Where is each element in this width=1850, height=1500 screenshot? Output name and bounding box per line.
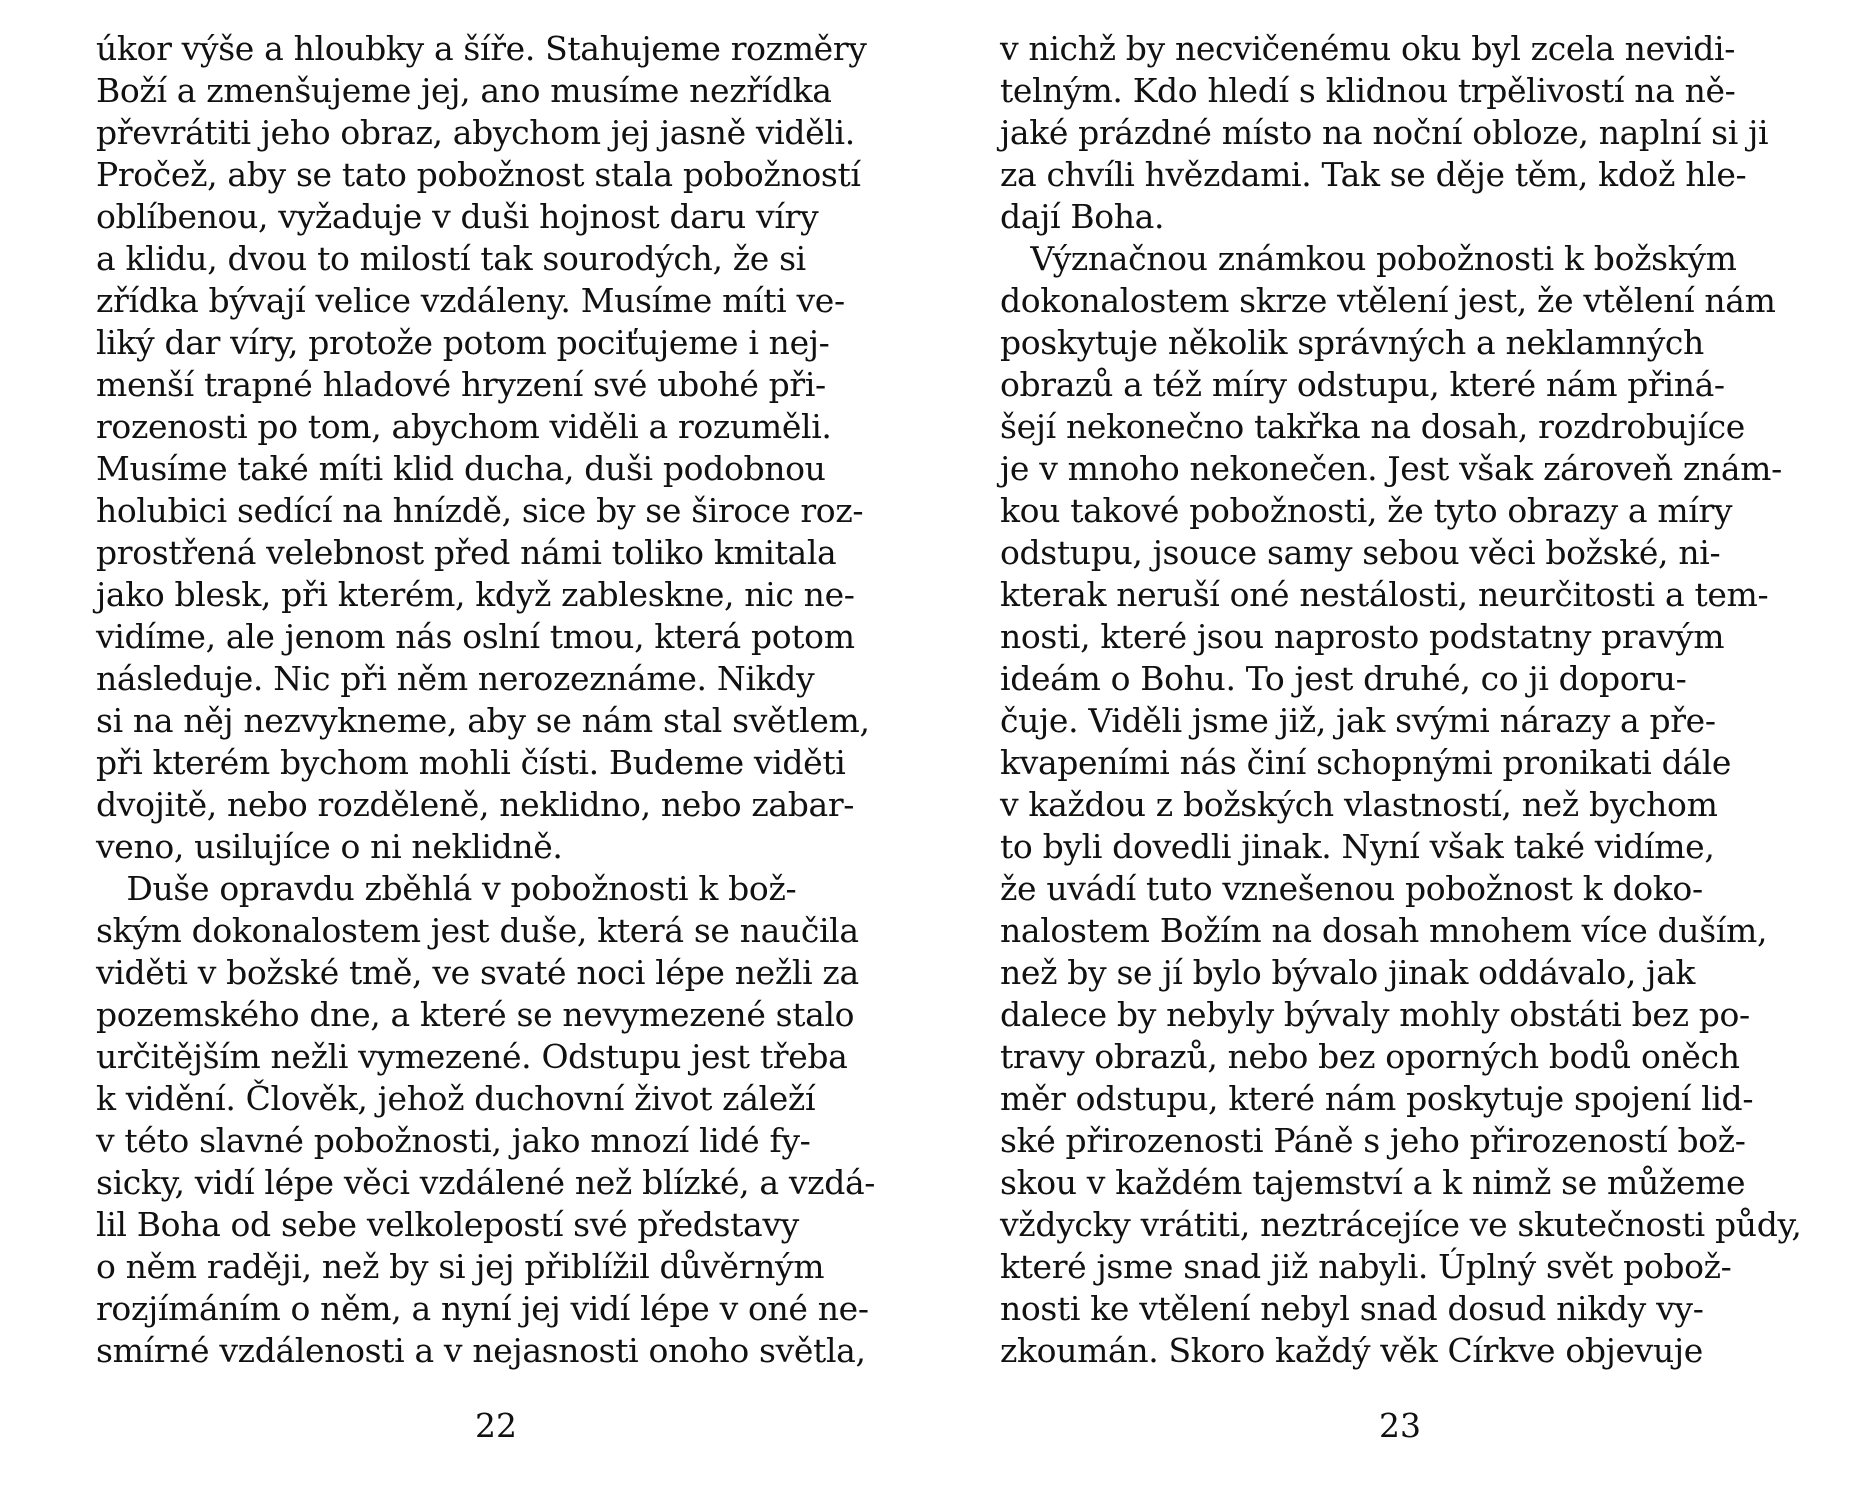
book-spine xyxy=(925,0,926,1500)
text-line: následuje. Nic při něm nerozeznáme. Nikdy xyxy=(96,659,815,698)
text-line: obrazů a též míry odstupu, které nám přiná- xyxy=(1000,365,1725,404)
text-line: veno, usilujíce o ni neklidně. xyxy=(96,827,563,866)
text-line: nosti ke vtělení nebyl snad dosud nikdy vy- xyxy=(1000,1289,1704,1328)
text-line: jako blesk, při kterém, když zableskne, nic ne- xyxy=(96,575,855,614)
text-line: telným. Kdo hledí s klidnou trpělivostí na ně- xyxy=(1000,71,1736,110)
text-line: nosti, které jsou naprosto podstatny pravým xyxy=(1000,617,1725,656)
text-line: je v mnoho nekonečen. Jest však zároveň znám- xyxy=(1000,449,1782,488)
text-line: viděti v božské tmě, ve svaté noci lépe nežli za xyxy=(96,953,859,992)
text-line: jaké prázdné místo na noční obloze, naplní si ji xyxy=(1000,113,1769,152)
text-line: že uvádí tuto vznešenou pobožnost k doko- xyxy=(1000,869,1703,908)
text-line: dokonalostem skrze vtělení jest, že vtělení nám xyxy=(1000,281,1776,320)
text-line: prostřená velebnost před námi toliko kmitala xyxy=(96,533,837,572)
text-line: v nichž by necvičenému oku byl zcela nevidi- xyxy=(1000,29,1736,68)
text-line: zkoumán. Skoro každý věk Církve objevuje xyxy=(1000,1331,1703,1370)
text-line: sicky, vidí lépe věci vzdálené než blízké, a vzdá- xyxy=(96,1163,876,1202)
text-line: určitějším nežli vymezené. Odstupu jest třeba xyxy=(96,1037,848,1076)
text-line: lil Boha od sebe velkolepostí své představy xyxy=(96,1205,799,1244)
text-line: kou takové pobožnosti, že tyto obrazy a míry xyxy=(1000,491,1733,530)
text-line: v této slavné pobožnosti, jako mnozí lidé fy- xyxy=(96,1121,811,1160)
text-line: které jsme snad již nabyli. Úplný svět pobož- xyxy=(1000,1247,1732,1286)
text-line: menší trapné hladové hryzení své ubohé při- xyxy=(96,365,826,404)
text-line: odstupu, jsouce samy sebou věci božské, ni- xyxy=(1000,533,1721,572)
text-line: si na něj nezvykneme, aby se nám stal světlem, xyxy=(96,701,870,740)
text-line: šejí nekonečno takřka na dosah, rozdrobujíce xyxy=(1000,407,1745,446)
text-line: ské přirozenosti Páně s jeho přirozeností bož- xyxy=(1000,1121,1746,1160)
text-line: a klidu, dvou to milostí tak sourodých, že si xyxy=(96,239,806,278)
text-line: pozemského dne, a které se nevymezené stalo xyxy=(96,995,855,1034)
text-line: ským dokonalostem jest duše, která se naučila xyxy=(96,911,859,950)
text-line: Duše opravdu zběhlá v pobožnosti k bož- xyxy=(96,869,797,908)
text-line: holubici sedící na hnízdě, sice by se široce roz- xyxy=(96,491,864,530)
text-line: zřídka bývají velice vzdáleny. Musíme míti ve- xyxy=(96,281,845,320)
text-line: rozjímáním o něm, a nyní jej vidí lépe v oné ne- xyxy=(96,1289,869,1328)
text-line: měr odstupu, které nám poskytuje spojení lid- xyxy=(1000,1079,1754,1118)
text-line: ideám o Bohu. To jest druhé, co ji doporu- xyxy=(1000,659,1687,698)
page-number-right: 23 xyxy=(1379,1406,1421,1445)
text-line: oblíbenou, vyžaduje v duši hojnost daru víry xyxy=(96,197,819,236)
left-page xyxy=(96,28,896,1445)
text-line: dají Boha. xyxy=(1000,197,1165,236)
text-line: poskytuje několik správných a neklamných xyxy=(1000,323,1704,362)
text-line: rozenosti po tom, abychom viděli a rozuměli. xyxy=(96,407,832,446)
text-line: čuje. Viděli jsme již, jak svými nárazy a pře- xyxy=(1000,701,1716,740)
text-line: úkor výše a hloubky a šíře. Stahujeme rozměry xyxy=(96,29,867,68)
text-line: vidíme, ale jenom nás oslní tmou, která potom xyxy=(96,617,855,656)
text-line: vždycky vrátiti, neztrácejíce ve skutečnosti půdy, xyxy=(1000,1205,1802,1244)
text-line: v každou z božských vlastností, než bychom xyxy=(1000,785,1718,824)
text-line: Boží a zmenšujeme jej, ano musíme nezřídka xyxy=(96,71,832,110)
text-line: nalostem Božím na dosah mnohem více duším, xyxy=(1000,911,1768,950)
text-line: dalece by nebyly bývaly mohly obstáti bez po- xyxy=(1000,995,1750,1034)
text-line: travy obrazů, nebo bez oporných bodů oněch xyxy=(1000,1037,1740,1076)
text-line: Pročež, aby se tato pobožnost stala pobožností xyxy=(96,155,861,194)
text-line: liký dar víry, protože potom pociťujeme i nej- xyxy=(96,323,830,362)
page-number-left: 22 xyxy=(475,1406,517,1445)
text-line: za chvíli hvězdami. Tak se děje těm, kdož hle- xyxy=(1000,155,1747,194)
text-line: Musíme také míti klid ducha, duši podobnou xyxy=(96,449,826,488)
left-page-text xyxy=(96,28,896,1372)
text-line: smírné vzdálenosti a v nejasnosti onoho světla, xyxy=(96,1331,866,1370)
text-line: o něm raději, než by si jej přiblížil důvěrným xyxy=(96,1247,825,1286)
text-line: k vidění. Člověk, jehož duchovní život záleží xyxy=(96,1079,816,1118)
text-line: to byli dovedli jinak. Nyní však také vidíme, xyxy=(1000,827,1715,866)
text-line: skou v každém tajemství a k nimž se můžeme xyxy=(1000,1163,1746,1202)
text-line: kvapeními nás činí schopnými pronikati dále xyxy=(1000,743,1732,782)
right-page-text xyxy=(1000,28,1800,1372)
text-line: než by se jí bylo bývalo jinak oddávalo, jak xyxy=(1000,953,1696,992)
text-line: dvojitě, nebo rozděleně, neklidno, nebo zabar- xyxy=(96,785,855,824)
text-line: převrátiti jeho obraz, abychom jej jasně viděli. xyxy=(96,113,855,152)
text-line: Význačnou známkou pobožnosti k božským xyxy=(1000,239,1737,278)
text-line: při kterém bychom mohli čísti. Budeme viděti xyxy=(96,743,846,782)
right-page xyxy=(1000,28,1802,1445)
text-line: kterak neruší oné nestálosti, neurčitosti a tem- xyxy=(1000,575,1769,614)
